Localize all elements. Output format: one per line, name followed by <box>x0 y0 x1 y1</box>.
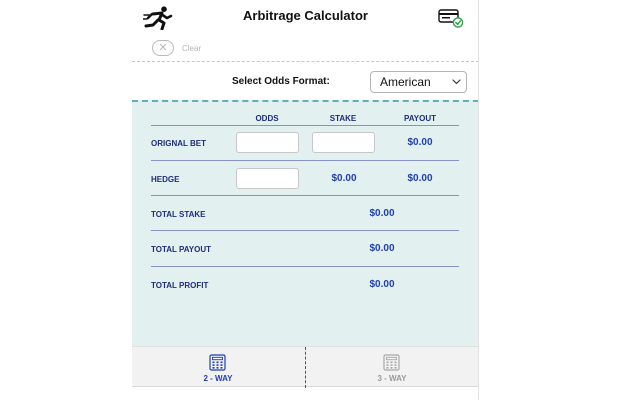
divider <box>151 125 459 126</box>
tab-3-way[interactable] <box>306 347 478 388</box>
calculator-panel <box>132 100 479 346</box>
mode-tabs <box>132 346 479 387</box>
total-stake-value: $0.00 <box>369 208 395 219</box>
calculator-icon <box>383 354 400 371</box>
divider <box>151 160 459 161</box>
odds-format-row <box>132 62 479 100</box>
total-profit-value: $0.00 <box>369 279 395 290</box>
divider <box>151 230 459 231</box>
original-bet-odds-input[interactable] <box>236 132 299 153</box>
total-profit-label: TOTAL PROFIT <box>151 281 209 290</box>
column-header-payout: PAYOUT <box>403 114 436 123</box>
hedge-odds-input[interactable] <box>236 168 299 189</box>
original-bet-payout: $0.00 <box>407 137 433 148</box>
clear-label: Clear <box>182 43 202 53</box>
total-payout-label: TOTAL PAYOUT <box>151 245 212 254</box>
arbitrage-calculator-app <box>132 0 479 400</box>
row-label-original-bet: ORIGNAL BET <box>151 139 206 148</box>
chevron-down-icon <box>452 79 461 85</box>
divider <box>151 266 459 267</box>
odds-format-value: American <box>380 75 431 89</box>
column-header-stake: STAKE <box>329 114 357 123</box>
close-icon: ✕ <box>152 40 174 56</box>
tab-2-way-label: 2 - WAY <box>203 374 233 383</box>
clear-row <box>132 34 479 62</box>
total-payout-value: $0.00 <box>369 243 395 254</box>
tab-2-way[interactable] <box>132 347 304 388</box>
clear-button[interactable] <box>152 39 201 57</box>
divider <box>151 195 459 196</box>
total-stake-label: TOTAL STAKE <box>151 210 206 219</box>
original-bet-stake-input[interactable] <box>312 132 375 153</box>
hedge-payout: $0.00 <box>407 173 433 184</box>
row-label-hedge: HEDGE <box>151 175 180 184</box>
card-check-icon[interactable] <box>438 8 464 28</box>
odds-format-label: Select Odds Format: <box>232 76 330 87</box>
tab-3-way-label: 3 - WAY <box>377 374 407 383</box>
app-title: Arbitrage Calculator <box>243 8 368 23</box>
calculator-icon <box>209 354 226 371</box>
column-header-odds: ODDS <box>255 114 279 123</box>
odds-format-select[interactable] <box>370 71 467 93</box>
hedge-stake: $0.00 <box>331 173 357 184</box>
header <box>132 0 479 34</box>
